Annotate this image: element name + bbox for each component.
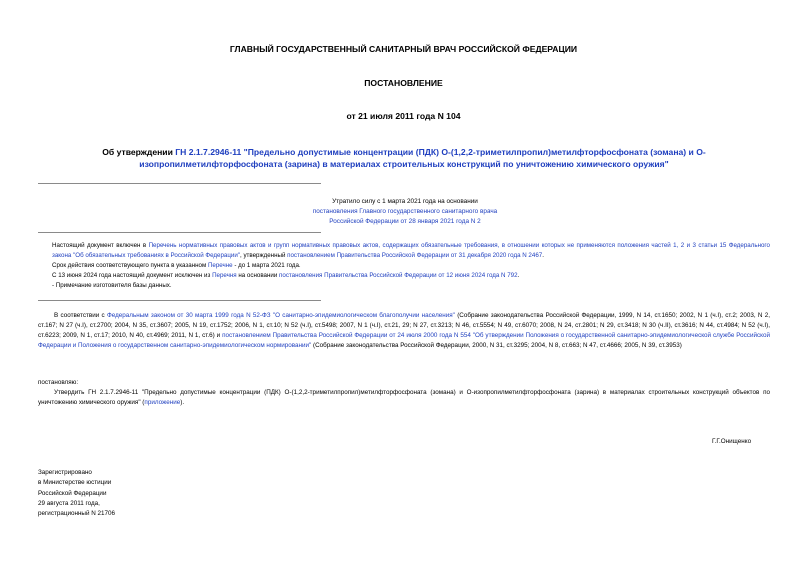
appendix-link[interactable]: приложение	[144, 399, 181, 406]
note-text: С 13 июня 2024 года настоящий документ исключен из	[52, 272, 213, 279]
lost-force-link-1[interactable]: постановления Главного государственного санитарного врача	[312, 208, 498, 215]
signature: Г.Г.Онищенко	[712, 438, 752, 445]
basis-text: (Собрание законодательства Российской Федерации, 2000, N 31, ст.3295; 2004, N 8, ст.663; N 47, ст.4666; 2005, N 39, ст.3953)	[311, 342, 682, 349]
note-text: - до 1 марта 2021 года.	[232, 262, 301, 269]
note-link-list-3[interactable]: Перечня	[212, 272, 237, 279]
document-type: ПОСТАНОВЛЕНИЕ	[364, 78, 443, 88]
note-text: .	[517, 272, 520, 279]
legal-basis-paragraph	[38, 311, 770, 351]
legal-basis	[38, 311, 770, 351]
registration-line: регистрационный N 21706	[38, 510, 116, 518]
approval-text: Утвердить ГН 2.1.7.2946-11 "Предельно допустимые концентрации (ПДК) О-(1,2,2-триметилпропил)метилфторфосфоната (зомана) и О-изопропилметилфторфосфоната (зарина) в материалах строительных конструкций объектов по уничтожению химического оружия" (	[38, 389, 770, 406]
registration-line: в Министерстве юстиции	[38, 479, 112, 487]
note-paragraph-3	[38, 271, 770, 281]
note-text: .	[542, 252, 544, 259]
decree-word: постановляю:	[38, 379, 79, 386]
registration-line: 29 августа 2011 года,	[38, 499, 100, 507]
approval-text: ).	[180, 399, 185, 406]
title-link[interactable]: ГН 2.1.7.2946-11 "Предельно допустимые концентрации (ПДК) О-(1,2,2-триметилпропил)метилфторфосфоната (зомана) и О-изопропилметилфторфосфоната (зарина) в материалах строительных конструкций по уничтожению химического оружия"	[139, 147, 706, 169]
note-link-resolution-2467[interactable]: постановлением Правительства Российской Федерации от 31 декабря 2020 года N 2467	[287, 252, 543, 259]
document-date-number: от 21 июля 2011 года N 104	[346, 111, 461, 121]
editor-note	[38, 241, 770, 291]
federal-law-link[interactable]: Федеральным законом от 30 марта 1999 года N 52-ФЗ "О санитарно-эпидемиологическом благополучии населения"	[106, 312, 455, 319]
divider	[38, 232, 321, 233]
note-link-resolution-792[interactable]: постановления Правительства Российской Федерации от 12 июня 2024 года N 792	[279, 272, 518, 279]
document-title	[72, 146, 736, 170]
divider	[38, 183, 321, 184]
government-resolution-link[interactable]: постановлением Правительства Российской Федерации от 24 июля 2000 года N 554 "Об утверждении Положения о государственной санитарно-эпидемиологической службе Российской Федерации и Положения о государственном санитарно-эпидемиологическом нормировании"	[38, 332, 770, 349]
note-text: Настоящий документ включен в	[52, 242, 149, 249]
note-link-list[interactable]: Перечень нормативных правовых актов и групп нормативных правовых актов, содержащих обязательные требования, в отношении которых не применяются положения частей 1, 2 и 3 статьи 15 Федерального закона "Об обязательных требованиях в Российской Федерации"	[52, 242, 770, 259]
basis-text: (Собрание законодательства Российской Федерации, 1999, N 14, ст.1650; 2002, N 1 (ч.I), ст.2; 2003, N 2, ст.167; N 27 (ч.I), ст.2700; 2004, N 35, ст.3607; 2005, N 19, ст.1752; 2006, N 1, ст.10; N 52 (ч.I), ст.5498; 2007, N 1 (ч.I), ст.21, 29; N 27, ст.3213; N 46, ст.5554; N 49, ст.6070; 2008, N 24, ст.2801; N 29, ст.3418; N 30 (ч.II), ст.3616; N 44, ст.4984; N 52 (ч.I), ст.6223; 2009, N 1, ст.17; 2010, N 40, ст.4969; 2011, N 1, ст.6) и	[38, 312, 770, 339]
divider	[38, 300, 321, 301]
note-paragraph-2	[38, 261, 770, 271]
note-text: , утвержденный	[240, 252, 288, 259]
note-text: на основании	[236, 272, 280, 279]
approval-paragraph	[38, 388, 770, 408]
lost-force-notice	[230, 197, 580, 227]
registration-line: Российской Федерации	[38, 489, 107, 497]
note-paragraph-4: - Примечание изготовителя базы данных.	[52, 282, 172, 289]
registration-line: Зарегистрировано	[38, 469, 92, 476]
note-text: Срок действия соответствующего пункта в указанном	[52, 262, 208, 269]
note-link-list-2[interactable]: Перечне	[207, 262, 233, 269]
note-paragraph-1	[38, 241, 770, 261]
lost-force-text: Утратило силу с 1 марта 2021 года на основании	[332, 198, 478, 205]
approval-clause	[38, 388, 770, 408]
registration-block	[38, 468, 115, 519]
title-prefix: Об утверждении	[102, 147, 176, 157]
lost-force-link-2[interactable]: Российской Федерации от 28 января 2021 года N 2	[329, 218, 481, 225]
issuing-authority: ГЛАВНЫЙ ГОСУДАРСТВЕННЫЙ САНИТАРНЫЙ ВРАЧ РОССИЙСКОЙ ФЕДЕРАЦИИ	[229, 44, 578, 54]
basis-text: В соответствии с	[54, 312, 107, 319]
